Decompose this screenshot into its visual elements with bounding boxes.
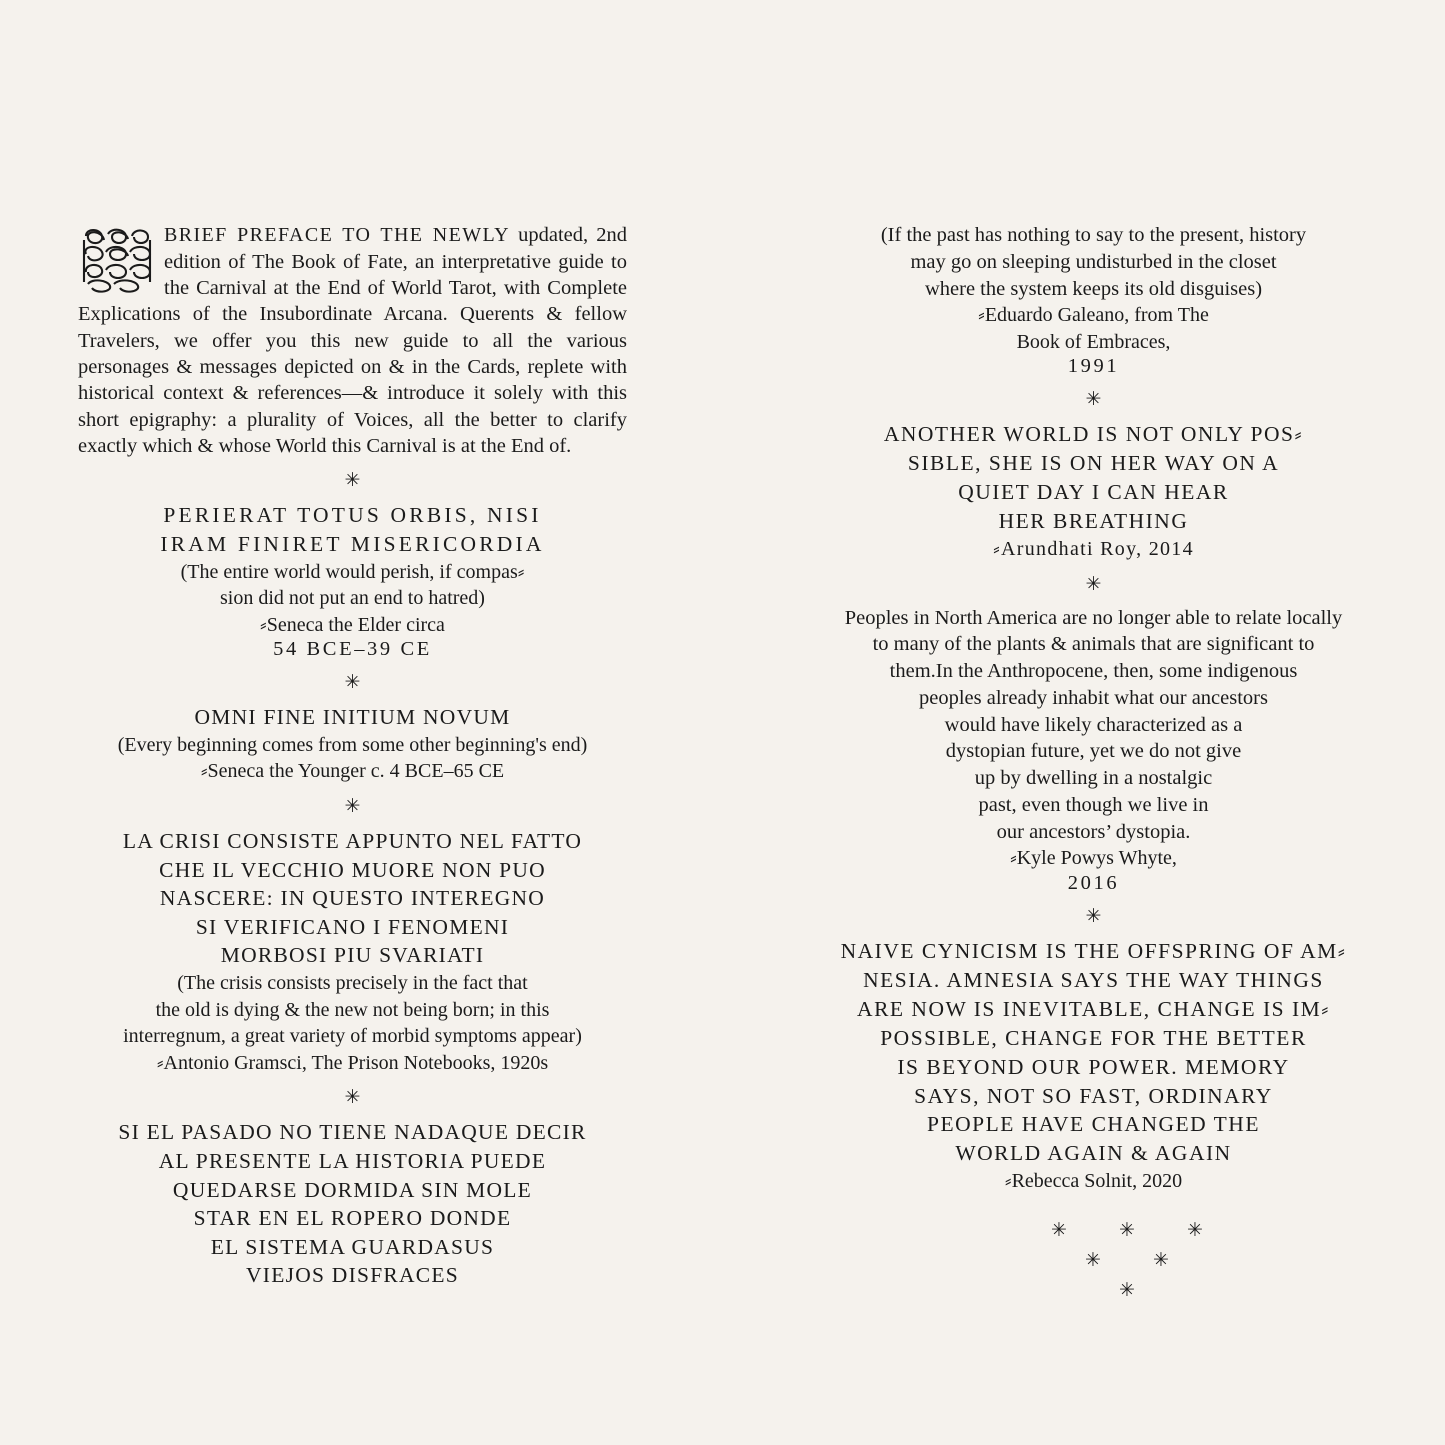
quote-caps-line: VIEJOS DISFRACES <box>246 1263 459 1288</box>
quote-attribution: ⸗Eduardo Galeano, from The <box>978 304 1209 327</box>
quote-caps-line: SI EL PASADO NO TIENE NADAQUE DECIR <box>118 1120 587 1145</box>
quote-caps-line: MORBOSI PIU SVARIATI <box>220 943 485 968</box>
left-column <box>78 222 627 1311</box>
preface-lead-caps: BRIEF PREFACE TO THE NEWLY <box>164 224 510 246</box>
star-separator: ✳ <box>344 470 361 492</box>
quote-body-line: Peoples in North America are no longer able to relate locally <box>844 606 1343 629</box>
closing-star-cluster <box>819 1221 1368 1311</box>
quote-body-line: (The entire world would perish, if compas⸗ <box>180 560 525 583</box>
quote-caps-line: QUIET DAY I CAN HEAR <box>958 480 1229 505</box>
quote-body-line: them.In the Anthropocene, then, some indigenous <box>889 660 1298 683</box>
two-column-layout <box>78 222 1368 1311</box>
quote-rebecca-solnit <box>819 937 1368 1195</box>
quote-body-line: past, even though we live in <box>978 793 1209 816</box>
quote-seneca-elder <box>78 501 627 661</box>
star-icon: ✳ <box>1051 1219 1067 1241</box>
quote-caps-line: LA CRISI CONSISTE APPUNTO NEL FATTO <box>122 829 583 854</box>
quote-attribution: Book of Embraces, <box>1016 330 1171 353</box>
quote-caps-line: SI VERIFICANO I FENOMENI <box>195 914 510 939</box>
preface-body-text: updated, 2nd edition of The Book of Fate, an interpretative guide to the Carnival at the End of World Tarot, with Complete Explications of the Insubordinate Arcana. Querents & fellow Travelers, we offer you this new guide to all the various personages & messages depicted on & in the Cards, replete with historical context & references—& introduce it solely with this short epigraphy: a plurality of Voices, all the better to clarify exactly which & whose World this Carnival is at the End of. <box>78 224 628 457</box>
quote-caps-line: ARE NOW IS INEVITABLE, CHANGE IS IM⸗ <box>857 996 1330 1021</box>
quote-caps-line: NESIA. AMNESIA SAYS THE WAY THINGS <box>863 967 1324 992</box>
star-icon: ✳ <box>1187 1219 1203 1241</box>
quote-seneca-younger <box>78 703 627 785</box>
star-separator: ✳ <box>1085 573 1102 595</box>
quote-body-line: up by dwelling in a nostalgic <box>974 767 1213 790</box>
star-separator: ✳ <box>1085 389 1102 411</box>
quote-attribution: ⸗Kyle Powys Whyte, <box>1010 847 1177 870</box>
quote-body-line: to many of the plants & animals that are significant to <box>872 633 1315 656</box>
quote-caps-line: OMNI FINE INITIUM NOVUM <box>194 705 511 730</box>
right-column <box>819 222 1368 1311</box>
quote-gramsci <box>78 827 627 1076</box>
quote-caps-line: CHE IL VECCHIO MUORE NON PUO <box>159 857 546 882</box>
quote-body-line: (If the past has nothing to say to the present, history <box>880 224 1307 246</box>
star-icon: ✳ <box>1085 1249 1101 1271</box>
quote-caps-line: NAIVE CYNICISM IS THE OFFSPRING OF AM⸗ <box>840 939 1347 963</box>
quote-body-line: would have likely characterized as a <box>944 713 1243 736</box>
quote-attribution: ⸗Seneca the Elder circa <box>260 613 445 636</box>
quote-caps-line: PEOPLE HAVE CHANGED THE <box>927 1112 1260 1137</box>
star-separator: ✳ <box>344 796 361 818</box>
quote-caps-line: POSSIBLE, CHANGE FOR THE BETTER <box>880 1025 1307 1050</box>
star-icon: ✳ <box>1119 1279 1135 1301</box>
quote-body-line: sion did not put an end to hatred) <box>220 587 485 610</box>
quote-attribution: ⸗Arundhati Roy, 2014 <box>993 538 1194 561</box>
preface-paragraph <box>78 222 627 459</box>
quote-body-line: peoples already inhabit what our ancestors <box>919 686 1268 709</box>
quote-body-line: may go on sleeping undisturbed in the closet <box>910 250 1277 273</box>
quote-body-line: (The crisis consists precisely in the fact that <box>177 972 528 995</box>
quote-date: 2016 <box>1067 872 1120 894</box>
quote-date: 1991 <box>1067 355 1120 378</box>
quote-body-line: (Every beginning comes from some other beginning's end) <box>117 733 588 756</box>
star-icon: ✳ <box>1119 1219 1135 1241</box>
quote-attribution: ⸗Rebecca Solnit, 2020 <box>1004 1170 1183 1193</box>
quote-body-line: dystopian future, yet we do not give <box>945 740 1242 763</box>
quote-body-line: our ancestors’ dystopia. <box>996 820 1191 843</box>
star-separator: ✳ <box>344 672 361 694</box>
quote-galeano-spanish <box>78 1118 627 1290</box>
quote-body-line: the old is dying & the new not being born; in this <box>155 998 550 1021</box>
quote-caps-line: PERIERAT TOTUS ORBIS, NISI <box>163 503 542 528</box>
star-separator: ✳ <box>344 1087 361 1109</box>
quote-caps-line: IS BEYOND OUR POWER. MEMORY <box>897 1054 1290 1079</box>
quote-body-line: interregnum, a great variety of morbid symptoms appear) <box>123 1025 582 1048</box>
quote-caps-line: ANOTHER WORLD IS NOT ONLY POS⸗ <box>883 422 1304 447</box>
quote-caps-line: SAYS, NOT SO FAST, ORDINARY <box>914 1083 1273 1108</box>
quote-caps-line: NASCERE: IN QUESTO INTEREGNO <box>159 886 546 911</box>
quote-galeano-english <box>819 222 1368 378</box>
star-icon: ✳ <box>1153 1249 1169 1271</box>
quote-caps-line: STAR EN EL ROPERO DONDE <box>193 1206 512 1231</box>
quote-caps-line: QUEDARSE DORMIDA SIN MOLE <box>172 1177 533 1202</box>
quote-caps-line: AL PRESENTE LA HISTORIA PUEDE <box>158 1149 547 1173</box>
star-separator: ✳ <box>1085 906 1102 927</box>
celtic-knot-ornament-icon <box>78 224 156 298</box>
quote-caps-line: HER BREATHING <box>998 509 1189 534</box>
quote-attribution: ⸗Seneca the Younger c. 4 BCE–65 CE <box>200 760 505 783</box>
quote-caps-line: EL SISTEMA GUARDASUS <box>210 1234 495 1259</box>
quote-caps-line: SIBLE, SHE IS ON HER WAY ON A <box>907 451 1280 476</box>
quote-arundhati-roy <box>819 420 1368 562</box>
quote-kyle-powys-whyte <box>819 605 1368 895</box>
quote-attribution: ⸗Antonio Gramsci, The Prison Notebooks, 1920s <box>156 1051 549 1074</box>
quote-caps-line: WORLD AGAIN & AGAIN <box>955 1141 1232 1166</box>
quote-body-line: where the system keeps its old disguises) <box>924 277 1263 300</box>
quote-date: 54 BCE–39 CE <box>273 638 432 661</box>
quote-caps-line: IRAM FINIRET MISERICORDIA <box>160 531 545 556</box>
